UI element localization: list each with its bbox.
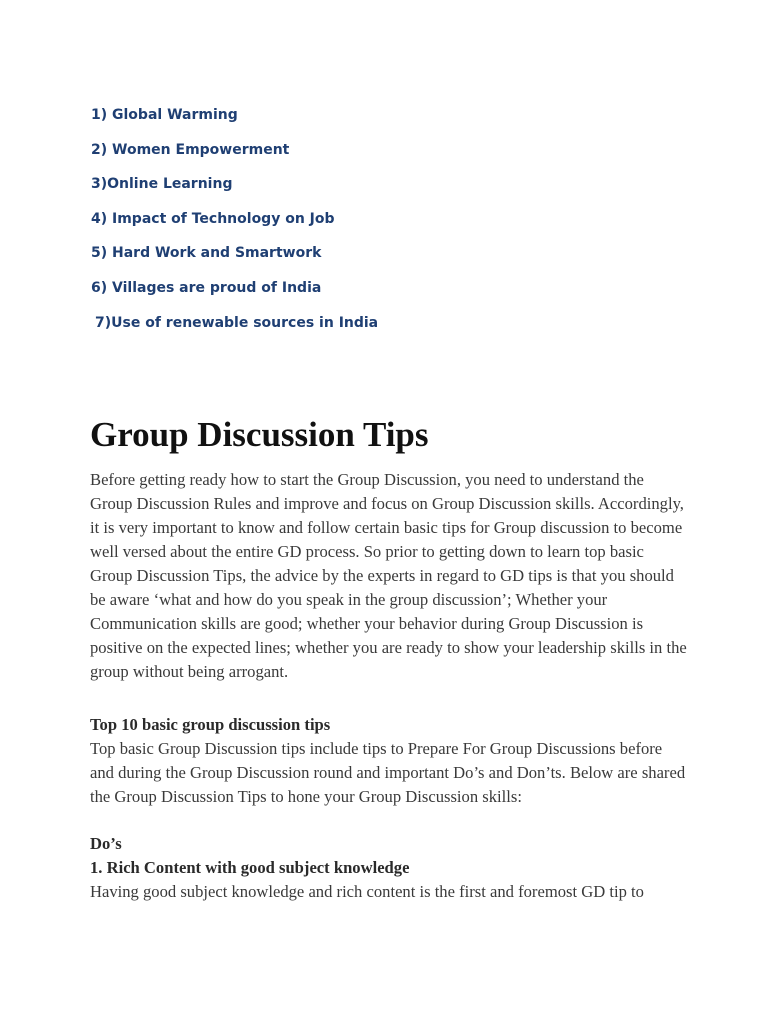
dos-item-paragraph: Having good subject knowledge and rich content is the first and foremost GD tip to bbox=[90, 882, 644, 901]
topic-item: 3)Online Learning bbox=[91, 176, 233, 193]
topic-item: 1) Global Warming bbox=[91, 107, 238, 123]
dos-item-title: 1. Rich Content with good subject knowledge bbox=[90, 858, 410, 877]
top10-paragraph: Top basic Group Discussion tips include tips to Prepare For Group Discussions before and during the Group Discussion round and important Do’s and Don’ts. Below are shared the Group Discussion Tips to hone your Group Discussion skills: bbox=[90, 739, 686, 806]
intro-paragraph: Before getting ready how to start the Group Discussion, you need to understand the Group Discussion Rules and improve and focus on Group Discussion skills. Accordingly, it is very important to know and follow certain basic tips for Group discussion to become well versed about the entire GD process. So prior to getting down to learn top basic Group Discussion Tips, the advice by the experts in regard to GD tips is that you should be aware ‘what and how do you speak in the group discussion’; Whether your Communication skills are good; whether your behavior during Group Discussion is positive on the expected lines; whether you are ready to show your leadership skills in the group without being arrogant. bbox=[90, 470, 687, 681]
topic-item: 4) Impact of Technology on Job bbox=[91, 210, 335, 227]
topic-item: 5) Hard Work and Smartwork bbox=[91, 245, 322, 262]
top10-title: Top 10 basic group discussion tips bbox=[90, 715, 331, 734]
dos-title: Do’s bbox=[90, 834, 122, 853]
topic-item: 2) Women Empowerment bbox=[91, 141, 290, 158]
topic-list bbox=[91, 105, 691, 347]
page-title: Group Discussion Tips bbox=[90, 415, 429, 454]
topic-item: 7)Use of renewable sources in India bbox=[95, 314, 379, 331]
topic-item: 6) Villages are proud of India bbox=[91, 279, 322, 296]
